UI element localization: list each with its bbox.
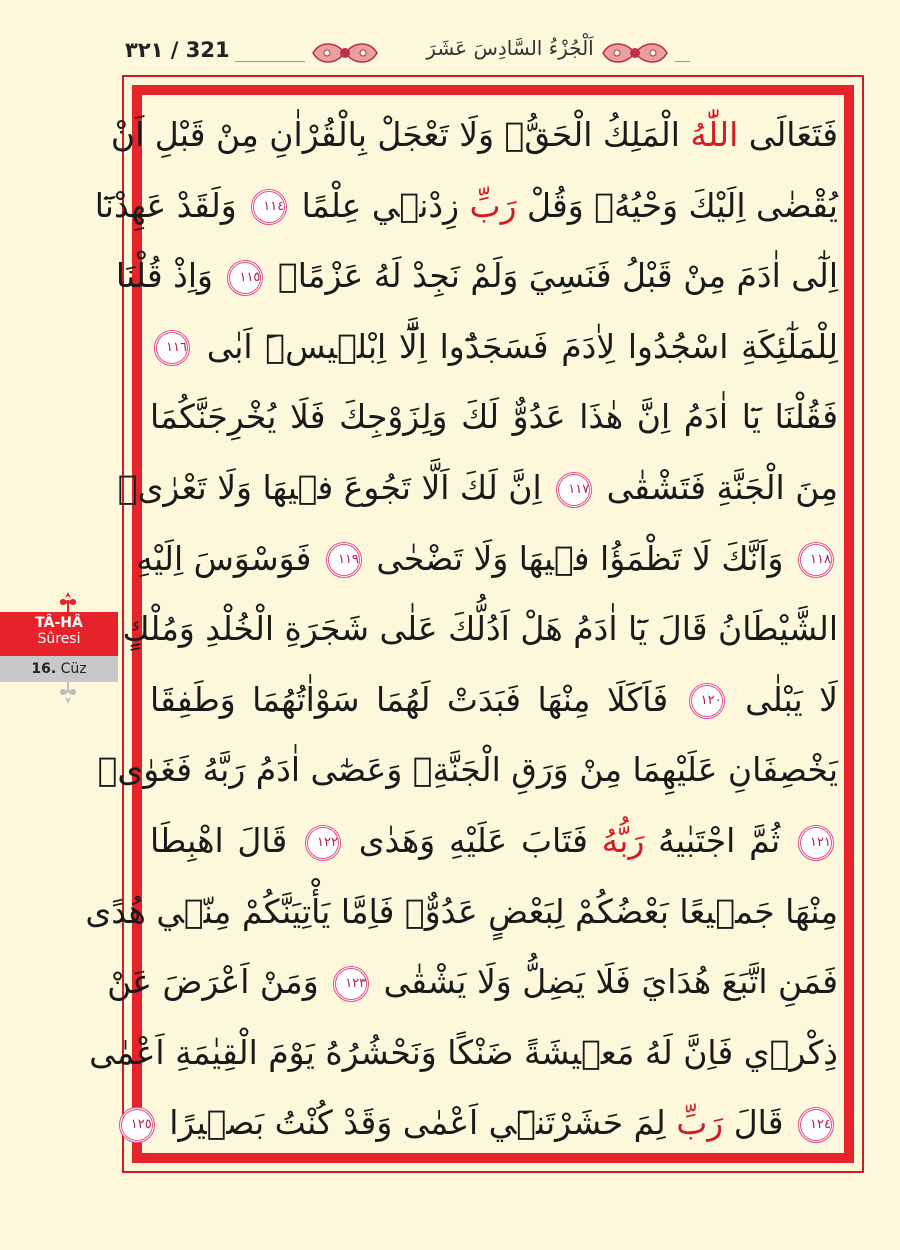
surah-label: Sûresi xyxy=(37,631,81,647)
quran-text-area xyxy=(85,95,838,1155)
juz-number: 16. xyxy=(31,661,57,677)
ayah-number-marker: ١٢١ xyxy=(798,825,834,861)
verse-text: زِدْن۪ي عِلْمًا xyxy=(291,185,470,225)
surah-name-tab[interactable] xyxy=(0,612,118,656)
ornament-right-icon xyxy=(595,38,675,68)
verse-line xyxy=(110,100,838,170)
surah-name: TÂ-HÂ xyxy=(35,615,83,631)
verse-text: مِنْهَا جَم۪يعًا بَعْضُكُمْ لِبَعْضٍ عَدُوٌّۚ فَاِمَّا يَأْتِيَنَّكُمْ مِنّ۪ي هُدًى xyxy=(85,891,838,931)
verse-line xyxy=(117,453,838,523)
verse-text: الشَّيْطَانُ قَالَ يَٓا اٰدَمُ هَلْ اَدُلُّكَ عَلٰى شَجَرَةِ الْخُلْدِ وَمُلْكٍ xyxy=(122,609,838,649)
verse-line xyxy=(94,171,838,241)
verse-line xyxy=(122,594,838,664)
verse-text: فَتَعَالَى xyxy=(738,115,838,154)
verse-text: اِنَّ لَكَ اَلَّا تَجُوعَ ف۪يهَا وَلَا تَعْرٰىۙ xyxy=(117,468,553,507)
verse-text: وَلَقَدْ عَهِدْنَٓا xyxy=(94,185,248,225)
ayah-number-marker: ١٢٤ xyxy=(798,1107,834,1143)
verse-line xyxy=(107,947,838,1017)
verse-text: الْمَلِكُ الْحَقُّۚ وَلَا تَعْجَلْ بِالْقُرْاٰنِ مِنْ قَبْلِ اَنْ xyxy=(110,115,691,154)
verse-text: مِنَ الْجَنَّةِ فَتَشْقٰى xyxy=(596,468,838,507)
verse-text: لِلْمَلٰٓئِكَةِ اسْجُدُوا لِاٰدَمَ فَسَجَدُٓوا اِلَّٓا اِبْل۪يسَۜ اَبٰى xyxy=(194,326,838,366)
ayah-number-marker: ١١٨ xyxy=(798,542,834,578)
ayah-number-marker: ١٢٥ xyxy=(119,1107,155,1143)
verse-text: وَمَنْ اَعْرَضَ عَنْ xyxy=(107,962,330,1002)
verse-text: اِلٰٓى اٰدَمَ مِنْ قَبْلُ فَنَسِيَ وَلَمْ نَجِدْ لَهُ عَزْمًا۟ xyxy=(267,256,838,296)
header-rule-right xyxy=(675,61,690,62)
ayah-number-marker: ١٢٣ xyxy=(333,966,369,1002)
verse-line xyxy=(130,1088,838,1158)
page-header xyxy=(0,0,900,80)
juz-tab[interactable] xyxy=(0,656,118,682)
verse-text: فَمَنِ اتَّبَعَ هُدَايَ فَلَا يَضِلُّ وَلَا يَشْقٰى xyxy=(373,962,838,1002)
ayah-number-marker: ١١٧ xyxy=(556,472,592,508)
verse-text: لَا يَبْلٰى xyxy=(728,679,838,719)
verse-line xyxy=(150,665,838,735)
verse-text: يُقْضٰى اِلَيْكَ وَحْيُهُۘ وَقُلْ xyxy=(516,185,838,225)
verse-text: فَتَابَ عَلَيْهِ وَهَدٰى xyxy=(344,821,602,860)
ayah-number-marker: ١١٥ xyxy=(227,260,263,296)
verse-line xyxy=(97,735,838,805)
ayah-number-marker: ١١٩ xyxy=(326,542,362,578)
juz-title: اَلْجُزْءُ السَّادِسَ عَشَرَ xyxy=(426,36,594,60)
verse-text: يَخْصِفَانِ عَلَيْهِمَا مِنْ وَرَقِ الْجَنَّةِۘ وَعَصٰٓى اٰدَمُ رَبَّهُ فَغَوٰىۖ xyxy=(97,750,838,790)
verse-line xyxy=(150,382,838,452)
juz-label: Cüz xyxy=(60,661,87,677)
page-number: ٣٢١ / 321 xyxy=(125,38,230,62)
divine-name-text: رَبِّ xyxy=(469,185,517,225)
verse-text: وَاَنَّكَ لَا تَظْمَؤُا ف۪يهَا وَلَا تَضْحٰى xyxy=(365,538,794,578)
verse-text: فَوَسْوَسَ اِلَيْهِ xyxy=(136,538,322,578)
verse-line xyxy=(89,1018,838,1088)
verse-line xyxy=(150,312,838,382)
verse-text: قَالَ اهْبِطَا xyxy=(150,821,301,860)
fleur-top-icon xyxy=(56,590,80,614)
divine-name-text: رَبِّ xyxy=(676,1103,724,1143)
ornament-left-icon xyxy=(305,38,385,68)
divine-name-text: رَبُّهُ xyxy=(601,821,645,860)
ayah-number-marker: ١٢٢ xyxy=(305,825,341,861)
verse-text: ذِكْر۪ي فَاِنَّ لَهُ مَع۪يشَةً ضَنْكًا وَنَحْشُرُهُ يَوْمَ الْقِيٰمَةِ اَعْمٰى xyxy=(89,1032,838,1072)
divine-name-text: اللّٰهُ xyxy=(690,115,739,154)
ayah-number-marker: ١١٤ xyxy=(251,189,287,225)
verse-text: قَالَ xyxy=(723,1103,794,1143)
verse-text: فَاَكَلَا مِنْهَا فَبَدَتْ لَهُمَا سَوْاٰتُهُمَا وَطَفِقَا xyxy=(150,679,685,719)
verse-line xyxy=(85,877,838,947)
verse-line xyxy=(115,241,838,311)
verse-text: وَاِذْ قُلْنَا xyxy=(115,256,224,296)
verse-line xyxy=(136,524,838,594)
ayah-number-marker: ١١٦ xyxy=(154,330,190,366)
header-rule-left xyxy=(235,61,305,62)
verse-line xyxy=(150,806,838,876)
fleur-bottom-icon xyxy=(58,682,78,704)
verse-text: لِمَ حَشَرْتَن۪ٓي اَعْمٰى وَقَدْ كُنْتُ بَص۪يرًا xyxy=(158,1103,677,1143)
verse-text: فَقُلْنَا يَٓا اٰدَمُ اِنَّ هٰذَا عَدُوٌّ لَكَ وَلِزَوْجِكَ فَلَا يُخْرِجَنَّكُمَا xyxy=(150,397,838,437)
ayah-number-marker: ١٢٠ xyxy=(689,683,725,719)
verse-text: ثُمَّ اجْتَبٰيهُ xyxy=(644,821,794,860)
